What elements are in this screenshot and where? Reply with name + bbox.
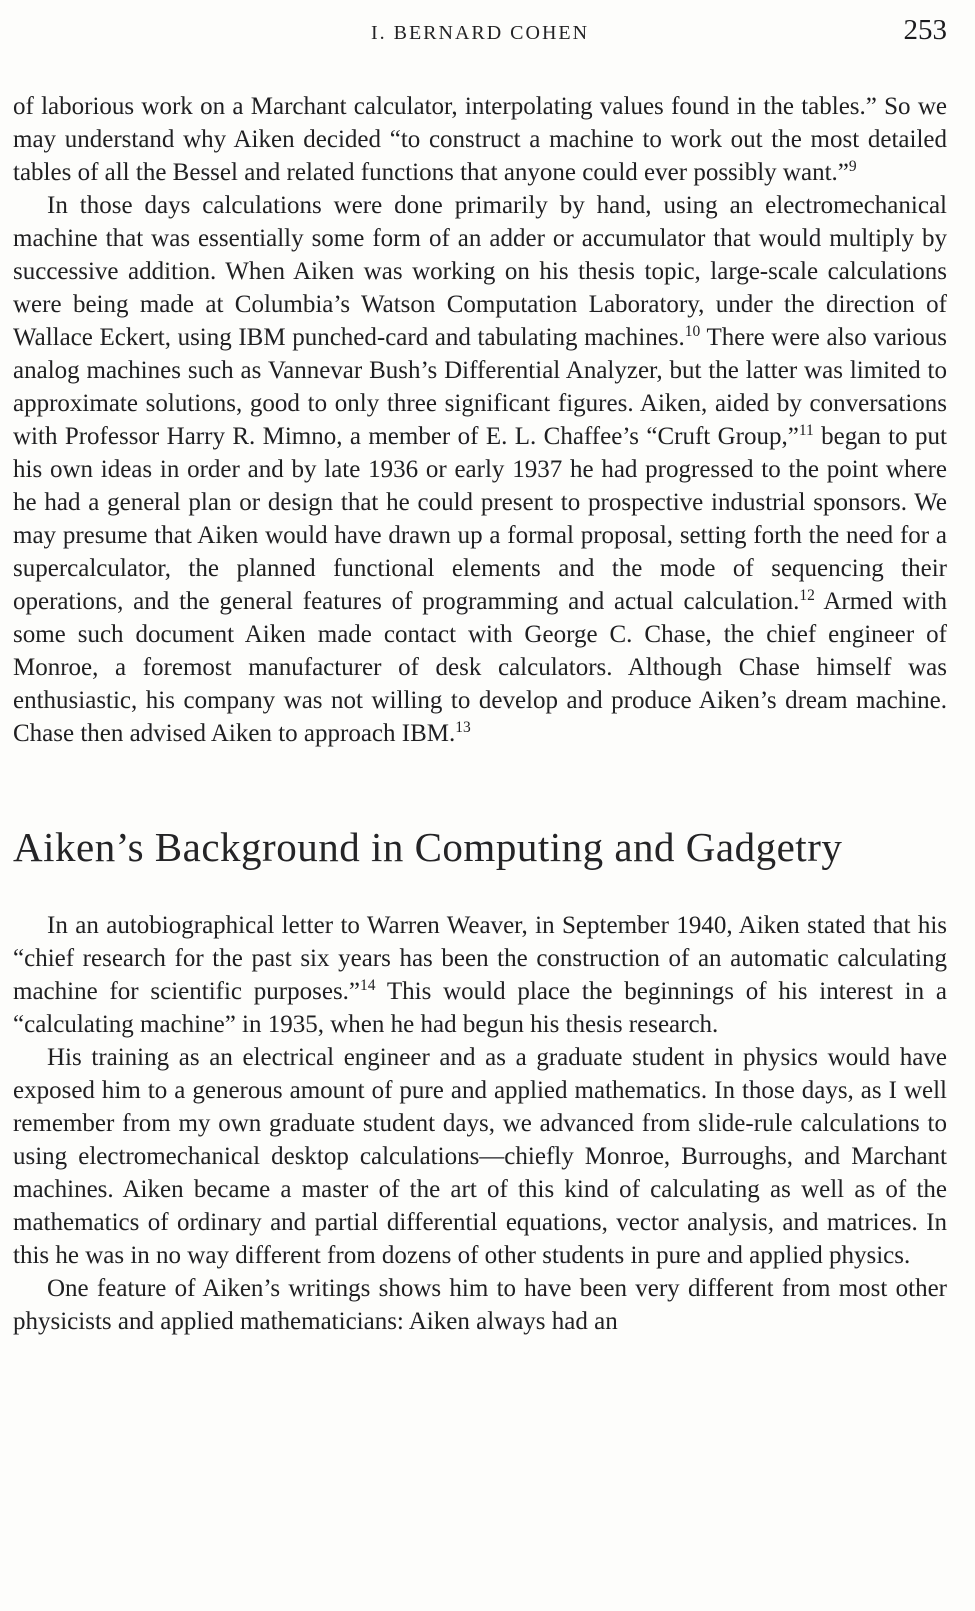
section-heading: Aiken’s Background in Computing and Gadgetry xyxy=(13,824,843,870)
running-title: I. BERNARD COHEN xyxy=(370,22,590,44)
footnote-ref-11: 11 xyxy=(798,422,814,439)
footnote-ref-13: 13 xyxy=(455,719,471,736)
body-paragraph: In an autobiographical letter to Warren Weaver, in September 1940, Aiken stated that his “chief research for the past six years has been the construction of an automatic calculating machine for scientific purposes.”$^{14}$ This would place the beginnings of his interest in a “calculating machine” in 1935, when he had begun his thesis research. xyxy=(13,912,947,1038)
body-paragraph: His training as an electrical engineer and as a graduate student in physics would have exposed him to a generous amount of pure and applied mathematics. In those days, as I well remember from my own graduate student days, we advanced from slide-rule calculations to using electromechanical desktop calculations—chiefly Monroe, Burroughs, and Marchant machines. Aiken became a master of the art of this kind of calculating as well as of the mathematics of ordinary and partial differential equations, vector analysis, and matrices. In this he was in no way different from dozens of other students in pure and applied physics. xyxy=(13,1044,947,1269)
page-number: 253 xyxy=(903,14,947,46)
footnote-ref-9: 9 xyxy=(848,158,857,175)
running-header xyxy=(13,16,947,56)
footnote-ref-10: 10 xyxy=(684,323,701,340)
body-paragraph: of laborious work on a Marchant calculator, interpolating values found in the tables.” So we may understand why Aiken decided “to construct a machine to work out the most detailed tables of all the Bessel and related functions that anyone could ever possibly want.”$^9$ xyxy=(13,93,947,186)
body-paragraph: One feature of Aiken’s writings shows him to have been very different from most other physicists and applied mathematicians: Aiken always had an xyxy=(13,1275,947,1335)
page-body xyxy=(13,90,947,1338)
footnote-ref-12: 12 xyxy=(799,587,815,604)
footnote-ref-14: 14 xyxy=(360,977,376,994)
body-paragraph: In those days calculations were done primarily by hand, using an electromechanical machine that was essentially some form of an adder or accumulator that would multiply by successive addition. When Aiken was working on his thesis topic, large-scale calculations were being made at Columbia’s Watson Computation Laboratory, under the direction of Wallace Eckert, using IBM punched-card and tabulating machines.$^{10}$ There were also various analog machines such as Vannevar Bush’s Differential Analyzer, but the latter was limited to approximate solutions, good to only three significant figures. Aiken, aided by conversations with Professor Harry R. Mimno, a member of E. L. Chaffee’s “Cruft Group,”$^{11}$ began to put his own ideas in order and by late 1936 or early 1937 he had progressed to the point where he had a general plan or design that he could present to prospective industrial sponsors. We may presume that Aiken would have drawn up a formal proposal, setting forth the need for a supercalculator, the planned functional elements and the mode of sequencing their operations, and the general features of programming and actual calculation.$^{12}$ Armed with some such document Aiken made contact with George C. Chase, the chief engineer of Monroe, a foremost manufacturer of desk calculators. Although Chase himself was enthusiastic, his company was not willing to develop and produce Aiken’s dream machine. Chase then advised Aiken to approach IBM.$^{13}$ xyxy=(13,192,947,747)
